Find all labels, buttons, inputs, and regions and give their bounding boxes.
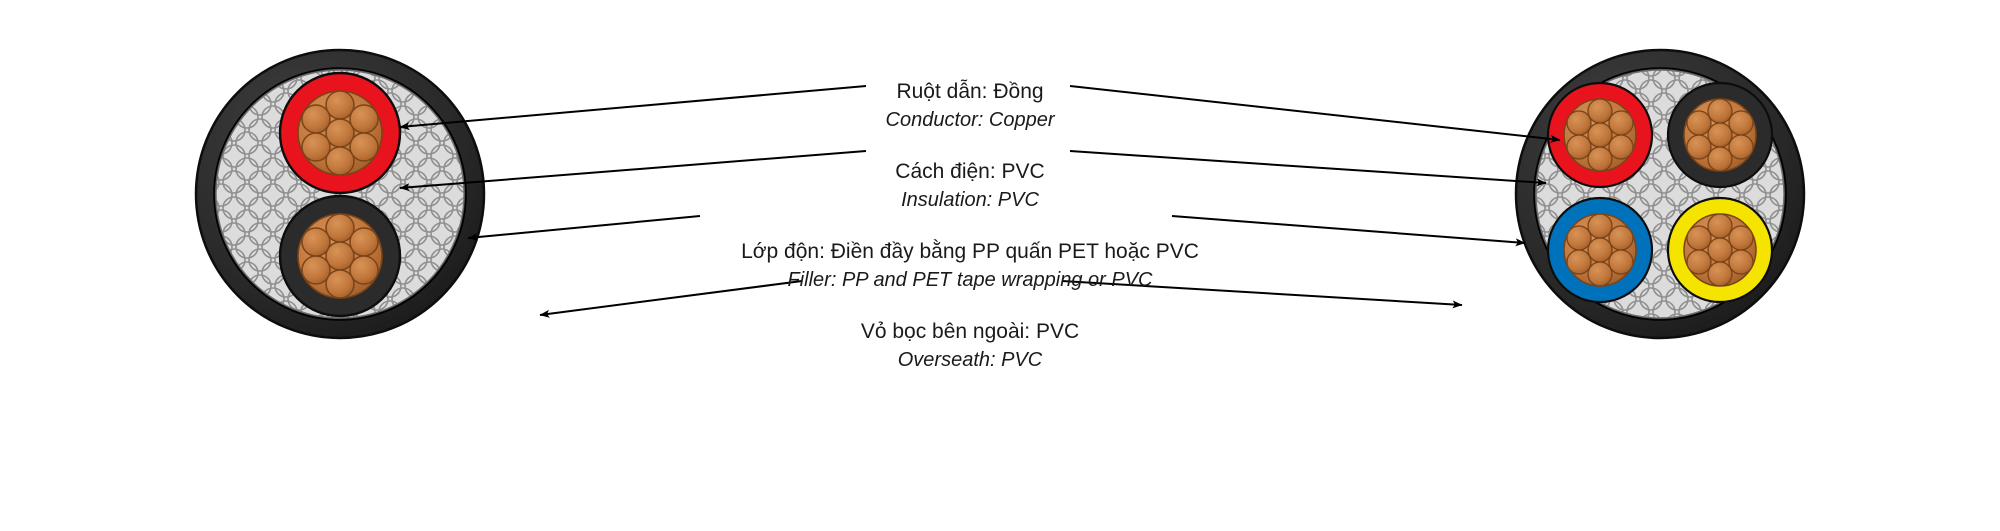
label-oversheath-vi: Vỏ bọc bên ngoài: PVC [860,320,1080,343]
label-insulation-vi: Cách điện: PVC [895,160,1045,183]
leader-filler-left [468,216,700,238]
leader-insulation-right [1070,151,1546,183]
leader-oversheath-left [540,281,802,315]
label-filler-en: Filler: PP and PET tape wrapping or PVC [787,269,1153,291]
right-core-blue [1548,198,1652,302]
left-core-black [280,196,400,316]
label-filler-vi: Lớp độn: Điền đầy bằng PP quấn PET hoặc PVC [741,240,1199,263]
leader-oversheath-right [1062,281,1462,305]
leader-conductor-right [1070,86,1560,140]
right-core-black [1668,83,1772,187]
left-core-red [280,73,400,193]
label-insulation-en: Insulation: PVC [901,189,1039,211]
leader-conductor-left [400,86,866,127]
right-core-yellow [1668,198,1772,302]
label-conductor-en: Conductor: Copper [885,109,1055,131]
left-cable-two-core [196,50,484,338]
right-cable-four-core [1516,50,1804,338]
label-oversheath-en: Overseath: PVC [897,349,1043,371]
label-conductor-vi: Ruột dẫn: Đồng [896,80,1044,103]
leader-filler-right [1172,216,1525,243]
right-core-red [1548,83,1652,187]
leader-lines [400,86,1560,315]
